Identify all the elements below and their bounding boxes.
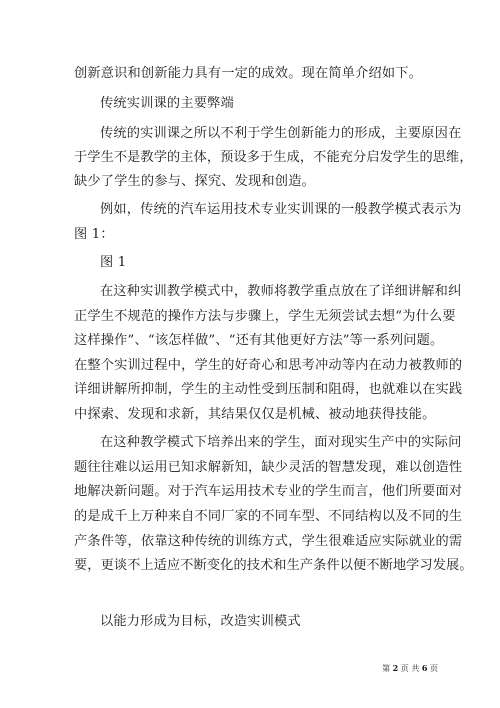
paragraph-line: 这样操作”、“该怎样做”、“还有其他更好方法”等一系列问题。 [74, 333, 444, 348]
footer-prefix: 第 [382, 664, 391, 673]
paragraph-line: 题往往难以运用已知求解新知，缺少灵活的智慧发现，难以创造性 [74, 460, 463, 475]
paragraph-line: 在这种实训教学模式中，教师将教学重点放在了详细讲解和纠 [100, 284, 462, 299]
current-page-number: 2 [392, 663, 399, 673]
section-heading: 传统实训课的主要弊端 [100, 96, 234, 111]
paragraph-line: 在整个实训过程中，学生的好奇心和思考冲动等内在动力被教师的 [74, 358, 463, 373]
paragraph-line: 在这种教学模式下培养出来的学生，面对现实生产中的实际问 [100, 435, 462, 450]
figure-caption: 图 1 [100, 255, 127, 270]
paragraph-line: 要，更谈不上适应不断变化的技术和生产条件以便不断地学习发展。 [74, 558, 473, 573]
section-heading: 以能力形成为目标，改造实训模式 [100, 614, 301, 629]
paragraph-line: 创新意识和创新能力具有一定的成效。现在简单介绍如下。 [74, 66, 423, 81]
paragraph-line: 缺少了学生的参与、探究、发现和创造。 [74, 174, 315, 189]
total-page-count: 6 [421, 663, 428, 673]
paragraph-line: 产条件等，依靠这种传统的训练方式，学生很难适应实际就业的需 [74, 534, 463, 549]
paragraph-line: 于学生不是教学的主体，预设多于生成，不能充分启发学生的思维， [74, 150, 473, 165]
paragraph-line: 的是成千上万种来自不同厂家的不同车型、不同结构以及不同的生 [74, 509, 463, 524]
paragraph-line: 例如，传统的汽车运用技术专业实训课的一般教学模式表示为 [100, 202, 462, 217]
footer-suffix: 页 [430, 664, 438, 673]
paragraph-line: 图 1： [74, 227, 114, 242]
paragraph-line: 传统的实训课之所以不利于学生创新能力的形成，主要原因在 [100, 126, 462, 141]
paragraph-line: 地解决新问题。对于汽车运用技术专业的学生而言，他们所要面对 [74, 484, 463, 499]
paragraph-line: 中探索、发现和求新，其结果仅仅是机械、被动地获得技能。 [74, 407, 436, 422]
paragraph-line: 正学生不规范的操作方法与步骤上，学生无须尝试去想“为什么要 [74, 309, 456, 324]
paragraph-line: 详细讲解所抑制，学生的主动性受到压制和阻碍，也就难以在实践 [74, 382, 463, 397]
footer-middle: 页 共 [400, 664, 420, 673]
page-footer [382, 662, 438, 675]
